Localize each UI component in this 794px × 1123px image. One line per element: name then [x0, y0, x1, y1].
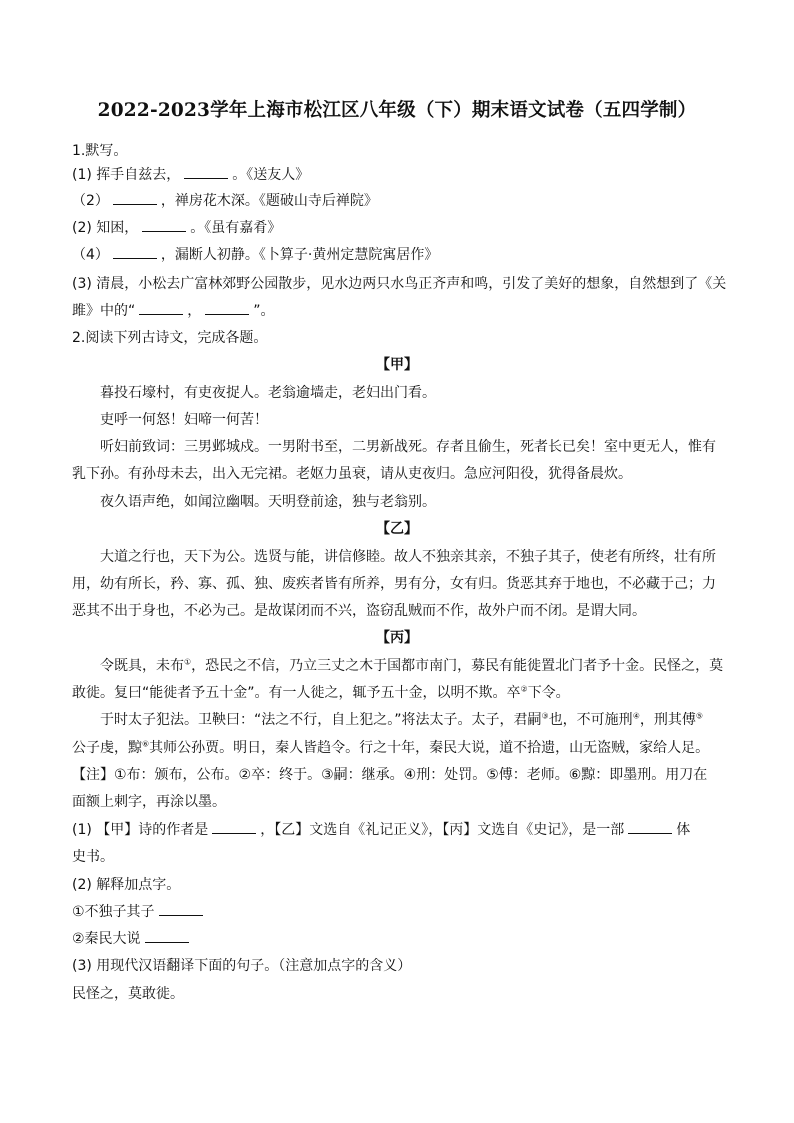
q1-line-6: 雎》中的“ ， ”。	[72, 303, 275, 319]
answer-blank[interactable]	[159, 903, 203, 916]
yi-line: 恶其不出于身也，不必为己。是故谋闭而不兴，盗窃乱贼而不作，故外户而不闭。是谓大同。	[72, 603, 646, 619]
answer-blank[interactable]	[142, 219, 186, 232]
q1-line-4: （4） ，漏断人初静。《卜算子·黄州定慧院寓居作》	[72, 247, 439, 263]
q1-line-1: (1) 挥手自兹去， 。《送友人》	[72, 167, 310, 183]
q2-heading: 2.阅读下列古诗文，完成各题。	[72, 330, 268, 346]
answer-blank[interactable]	[139, 302, 183, 315]
yi-line: 用，幼有所长，矜、寡、孤、独、废疾者皆有所养，男有分，女有归。货恶其弃于地也，不必藏于己；力	[72, 576, 716, 592]
jia-line: 夜久语声绝，如闻泣幽咽。天明登前途，独与老翁别。	[100, 494, 436, 510]
bing-line: 敢徙。复曰“能徙者予五十金”。有一人徙之，辄予五十金，以明不欺。卒②下令。	[72, 684, 570, 701]
jia-line: 吏呼一何怒！妇啼一何苦！	[100, 412, 268, 428]
answer-blank[interactable]	[145, 930, 189, 943]
subquestion-2a: ①不独子其子	[72, 903, 207, 921]
yi-title: 【乙】	[376, 521, 418, 537]
note-line: 面额上刺字，再涂以墨。	[72, 794, 226, 810]
q1-line-5: (3) 清晨，小松去广富林郊野公园散步，见水边两只水鸟正齐声和鸣，引发了美好的想象，自然想到了《关	[72, 276, 727, 292]
subquestion-1: (1) 【甲】诗的作者是 ，【乙】文选自《礼记正义》，【丙】文选自《史记》，是一部 体	[72, 822, 691, 838]
bing-line: 于时太子犯法。卫鞅曰：“法之不行，自上犯之。”将法太子。太子，君嗣③也，不可施刑④，刑其傅⑤	[100, 711, 704, 728]
subquestion-2: (2) 解释加点字。	[72, 877, 181, 893]
page-title: 2022-2023学年上海市松江区八年级（下）期末语文试卷（五四学制）	[97, 100, 697, 121]
answer-blank[interactable]	[628, 821, 672, 834]
answer-blank[interactable]	[184, 166, 228, 179]
subquestion-3: (3) 用现代汉语翻译下面的句子。（注意加点字的含义）	[72, 958, 412, 974]
subquestion-2b: ②秦民大说	[72, 930, 193, 948]
answer-blank[interactable]	[113, 246, 157, 259]
note-line: 【注】①布：颁布，公布。②卒：终于。③嗣：继承。④刑：处罚。⑤傅：老师。⑥黥：即墨刑。用刀在	[72, 767, 708, 783]
subquestion-1-cont: 史书。	[72, 849, 114, 865]
jia-line: 暮投石壕村，有吏夜捉人。老翁逾墙走，老妇出门看。	[100, 385, 436, 401]
bing-title: 【丙】	[376, 630, 418, 646]
answer-blank[interactable]	[205, 302, 249, 315]
answer-blank[interactable]	[212, 821, 256, 834]
answer-blank[interactable]	[113, 192, 157, 205]
jia-line: 听妇前致词：三男邺城戍。一男附书至，二男新战死。存者且偷生，死者长已矣！室中更无人，惟有	[100, 439, 716, 455]
subquestion-3a: 民怪之，莫敢徙。	[72, 986, 184, 1002]
jia-line: 乳下孙。有孙母未去，出入无完裙。老妪力虽衰，请从吏夜归。急应河阳役，犹得备晨炊。	[72, 466, 632, 482]
bing-line: 公子虔，黥⑥其师公孙贾。明日，秦人皆趋令。行之十年，秦民大说，道不拾遗，山无盗贼，家给人足。	[72, 739, 710, 756]
yi-line: 大道之行也，天下为公。选贤与能，讲信修睦。故人不独亲其亲，不独子其子，使老有所终，壮有所	[100, 549, 716, 565]
jia-title: 【甲】	[376, 357, 418, 373]
bing-line: 令既具，未布①，恐民之不信，乃立三丈之木于国都市南门，募民有能徙置北门者予十金。民怪之，莫	[100, 657, 724, 674]
q1-line-3: (2) 知困， 。《虽有嘉肴》	[72, 220, 282, 236]
q1-heading: 1.默写。	[72, 143, 128, 159]
q1-line-2: （2） ，禅房花木深。《题破山寺后禅院》	[72, 193, 378, 209]
